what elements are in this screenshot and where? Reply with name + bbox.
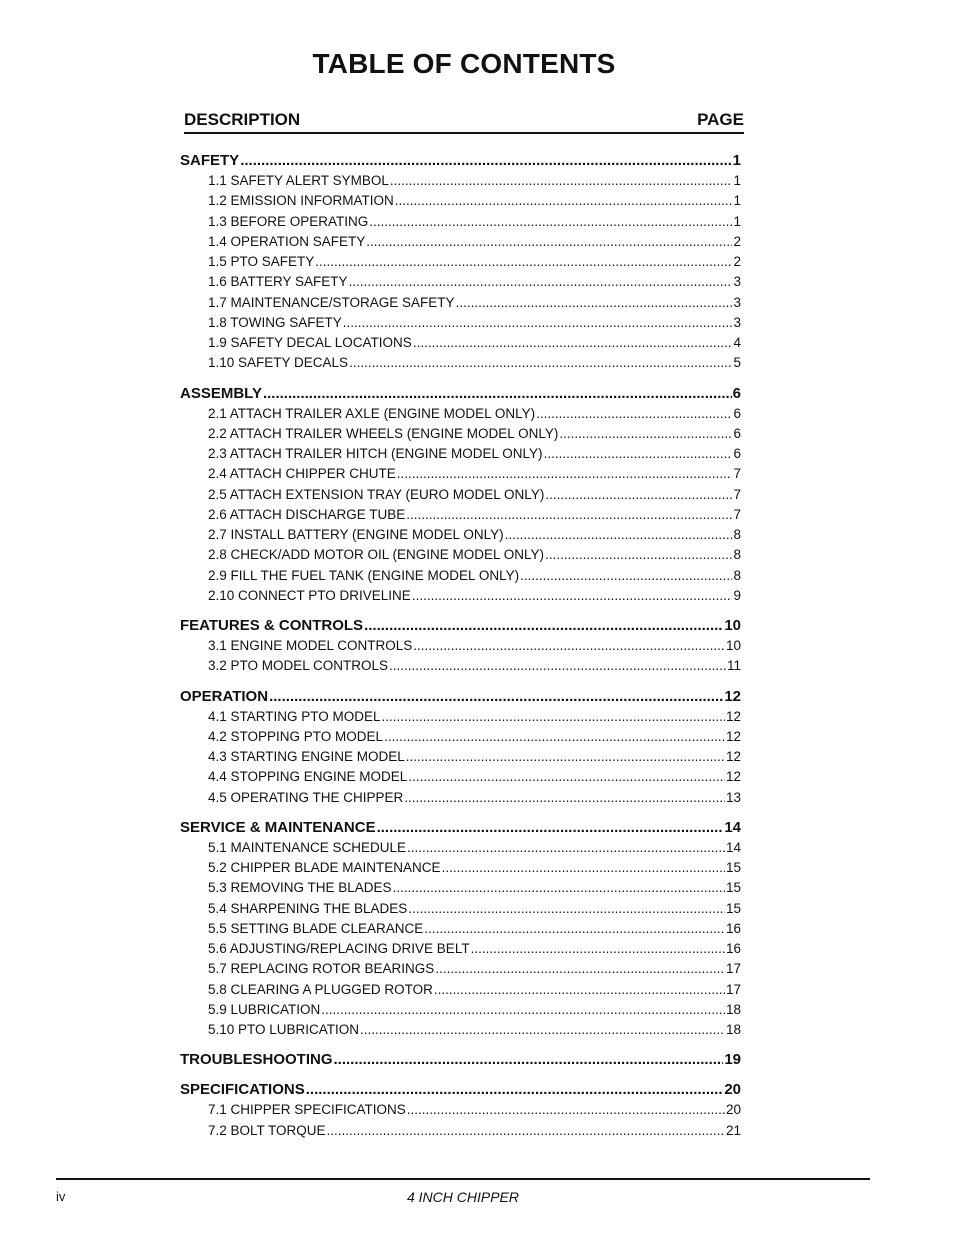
toc-subsection-page-number: 1 — [733, 173, 741, 188]
toc-subsection-label: 2.1 ATTACH TRAILER AXLE (ENGINE MODEL ONLY) — [208, 405, 536, 421]
toc-subsection-label: 2.6 ATTACH DISCHARGE TUBE — [208, 506, 406, 522]
toc-section-page-number: 6 — [732, 384, 741, 402]
toc-subsection[interactable] — [180, 959, 741, 979]
toc-section-page-number: 19 — [724, 1051, 741, 1069]
dot-leader — [545, 485, 732, 505]
toc-subsection[interactable] — [180, 313, 741, 333]
toc-subsection-page-number: 17 — [725, 981, 741, 997]
toc-subsection[interactable] — [180, 838, 741, 858]
toc-section-page-number: 10 — [724, 617, 741, 634]
toc-subsection[interactable] — [180, 525, 741, 545]
toc-subsection-label: 5.6 ADJUSTING/REPLACING DRIVE BELT — [208, 941, 470, 956]
dot-leader — [434, 980, 725, 1000]
toc-subsection-label: 2.7 INSTALL BATTERY (ENGINE MODEL ONLY) — [208, 527, 504, 542]
dot-leader — [334, 1049, 724, 1070]
dot-leader — [377, 817, 724, 838]
toc-subsection[interactable] — [180, 899, 741, 919]
toc-subsection-label: 1.9 SAFETY DECAL LOCATIONS — [208, 335, 412, 350]
toc-subsection-label: 5.5 SETTING BLADE CLEARANCE — [208, 920, 424, 936]
toc-subsection-page-number: 15 — [725, 860, 741, 875]
dot-leader — [408, 899, 725, 919]
toc-subsection[interactable] — [180, 566, 741, 586]
toc-subsection-label: 1.4 OPERATION SAFETY — [208, 233, 366, 249]
dot-leader — [395, 191, 733, 211]
toc-subsection-page-number: 18 — [725, 1022, 741, 1037]
toc-subsection[interactable] — [180, 939, 741, 959]
dot-leader — [382, 707, 725, 727]
toc-subsection-label: 2.5 ATTACH EXTENSION TRAY (EURO MODEL ONLY) — [208, 486, 545, 502]
toc-section[interactable] — [180, 615, 741, 636]
toc-section[interactable] — [180, 1049, 741, 1070]
toc-subsection-label: 1.8 TOWING SAFETY — [208, 314, 342, 330]
dot-leader — [321, 1000, 725, 1020]
table-of-contents — [180, 150, 741, 1141]
toc-subsection[interactable] — [180, 505, 741, 525]
toc-subsection-page-number: 16 — [725, 941, 741, 956]
toc-section-page-number: 12 — [724, 687, 741, 705]
toc-subsection-label: 1.6 BATTERY SAFETY — [208, 274, 348, 290]
toc-subsection-page-number: 21 — [725, 1122, 741, 1138]
dot-leader — [545, 545, 732, 565]
column-header — [184, 108, 744, 134]
toc-subsection[interactable] — [180, 404, 741, 424]
page-column-label: PAGE — [697, 110, 744, 129]
toc-subsection-page-number: 12 — [725, 749, 741, 764]
toc-subsection-label: 3.1 ENGINE MODEL CONTROLS — [208, 638, 413, 653]
toc-subsection-label: 5.4 SHARPENING THE BLADES — [208, 900, 408, 916]
toc-subsection-page-number: 8 — [733, 567, 741, 583]
toc-subsection-label: 4.2 STOPPING PTO MODEL — [208, 728, 384, 744]
dot-leader — [435, 959, 725, 979]
toc-subsection[interactable] — [180, 232, 741, 252]
dot-leader — [343, 313, 733, 333]
dot-leader — [349, 353, 732, 373]
toc-subsection-label: 2.8 CHECK/ADD MOTOR OIL (ENGINE MODEL ONLY) — [208, 547, 545, 563]
toc-subsection-label: 2.10 CONNECT PTO DRIVELINE — [208, 587, 411, 603]
toc-subsection[interactable] — [180, 191, 741, 211]
toc-subsection-page-number: 7 — [733, 486, 741, 502]
dot-leader — [406, 505, 732, 525]
dot-leader — [240, 150, 731, 171]
toc-subsection-page-number: 20 — [725, 1102, 741, 1118]
toc-subsection-label: 5.1 MAINTENANCE SCHEDULE — [208, 839, 407, 855]
toc-subsection[interactable] — [180, 293, 741, 313]
toc-subsection[interactable] — [180, 980, 741, 1000]
dot-leader — [404, 788, 725, 808]
toc-subsection-page-number: 12 — [725, 728, 741, 744]
toc-subsection-page-number: 10 — [725, 638, 741, 653]
toc-subsection-label: 7.1 CHIPPER SPECIFICATIONS — [208, 1102, 406, 1118]
toc-subsection-label: 1.3 BEFORE OPERATING — [208, 213, 369, 229]
dot-leader — [456, 293, 733, 313]
toc-subsection-page-number: 6 — [733, 446, 741, 461]
toc-section-label: SPECIFICATIONS — [180, 1081, 305, 1099]
toc-subsection-page-number: 7 — [733, 506, 741, 522]
dot-leader — [424, 919, 725, 939]
toc-section-label: ASSEMBLY — [180, 384, 262, 402]
toc-subsection-label: 4.4 STOPPING ENGINE MODEL — [208, 769, 408, 785]
toc-subsection-page-number: 7 — [733, 466, 741, 482]
toc-subsection-page-number: 14 — [725, 839, 741, 855]
toc-section-label: FEATURES & CONTROLS — [180, 617, 364, 634]
toc-subsection[interactable] — [180, 424, 741, 444]
toc-subsection-label: 1.1 SAFETY ALERT SYMBOL — [208, 173, 389, 188]
toc-subsection-page-number: 13 — [725, 789, 741, 805]
toc-subsection-page-number: 8 — [733, 547, 741, 563]
dot-leader — [408, 767, 725, 787]
dot-leader — [471, 939, 725, 959]
footer-divider — [56, 1178, 870, 1180]
toc-subsection[interactable] — [180, 767, 741, 787]
toc-section-page-number: 20 — [724, 1081, 741, 1099]
toc-subsection-label: 4.1 STARTING PTO MODEL — [208, 708, 381, 724]
toc-subsection-label: 1.7 MAINTENANCE/STORAGE SAFETY — [208, 294, 455, 310]
dot-leader — [413, 636, 725, 656]
toc-subsection-label: 5.9 LUBRICATION — [208, 1001, 321, 1017]
toc-subsection[interactable] — [180, 1000, 741, 1020]
toc-subsection-page-number: 12 — [725, 708, 741, 724]
toc-subsection-page-number: 5 — [733, 355, 741, 371]
toc-subsection[interactable] — [180, 636, 741, 656]
toc-subsection-page-number: 8 — [733, 527, 741, 542]
dot-leader — [349, 272, 733, 292]
dot-leader — [536, 404, 732, 424]
toc-subsection[interactable] — [180, 707, 741, 727]
toc-subsection-label: 4.3 STARTING ENGINE MODEL — [208, 749, 405, 764]
page-title: TABLE OF CONTENTS — [312, 48, 616, 79]
toc-subsection[interactable] — [180, 545, 741, 565]
toc-subsection-page-number: 11 — [726, 658, 741, 674]
toc-subsection-page-number: 3 — [733, 294, 741, 310]
toc-subsection-page-number: 1 — [733, 193, 741, 209]
toc-subsection[interactable] — [180, 1020, 741, 1040]
toc-subsection-label: 2.4 ATTACH CHIPPER CHUTE — [208, 466, 396, 482]
toc-subsection-label: 2.2 ATTACH TRAILER WHEELS (ENGINE MODEL ONLY) — [208, 425, 559, 441]
toc-subsection[interactable] — [180, 171, 741, 191]
dot-leader — [366, 232, 732, 252]
toc-subsection[interactable] — [180, 1121, 741, 1141]
toc-subsection-page-number: 9 — [733, 587, 741, 603]
toc-subsection[interactable] — [180, 252, 741, 272]
toc-subsection-page-number: 12 — [725, 769, 741, 785]
toc-subsection[interactable] — [180, 919, 741, 939]
toc-subsection[interactable] — [180, 878, 741, 898]
dot-leader — [384, 727, 725, 747]
toc-subsection-label: 7.2 BOLT TORQUE — [208, 1122, 326, 1138]
toc-subsection[interactable] — [180, 444, 741, 464]
dot-leader — [393, 878, 725, 898]
toc-subsection-page-number: 4 — [733, 335, 741, 350]
dot-leader — [306, 1079, 724, 1100]
dot-leader — [505, 525, 733, 545]
toc-subsection[interactable] — [180, 464, 741, 484]
dot-leader — [413, 333, 733, 353]
toc-subsection[interactable] — [180, 858, 741, 878]
toc-section-page-number: 14 — [724, 818, 741, 836]
toc-subsection[interactable] — [180, 333, 741, 353]
toc-subsection-page-number: 15 — [725, 880, 741, 896]
dot-leader — [544, 444, 733, 464]
footer-page-number: iv — [56, 1189, 66, 1204]
dot-leader — [269, 686, 723, 707]
toc-subsection-label: 1.2 EMISSION INFORMATION — [208, 193, 394, 209]
toc-subsection-label: 1.5 PTO SAFETY — [208, 254, 315, 269]
dot-leader — [397, 464, 733, 484]
toc-section-label: OPERATION — [180, 687, 269, 705]
toc-subsection[interactable] — [180, 353, 741, 373]
toc-subsection-label: 4.5 OPERATING THE CHIPPER — [208, 789, 404, 805]
toc-subsection-page-number: 15 — [725, 900, 741, 916]
toc-subsection-page-number: 1 — [733, 213, 741, 229]
toc-subsection-label: 1.10 SAFETY DECALS — [208, 355, 349, 371]
dot-leader — [559, 424, 732, 444]
toc-subsection[interactable] — [180, 788, 741, 808]
toc-subsection-page-number: 3 — [733, 274, 741, 290]
toc-section[interactable] — [180, 1079, 741, 1100]
toc-subsection-label: 5.2 CHIPPER BLADE MAINTENANCE — [208, 860, 441, 875]
toc-subsection[interactable] — [180, 1100, 741, 1120]
toc-subsection-label: 5.10 PTO LUBRICATION — [208, 1022, 360, 1037]
toc-section[interactable] — [180, 686, 741, 707]
dot-leader — [406, 747, 725, 767]
toc-subsection-label: 2.3 ATTACH TRAILER HITCH (ENGINE MODEL ONLY) — [208, 446, 543, 461]
toc-subsection-page-number: 16 — [725, 920, 741, 936]
toc-subsection-label: 5.3 REMOVING THE BLADES — [208, 880, 392, 896]
dot-leader — [520, 566, 732, 586]
dot-leader — [369, 212, 732, 232]
toc-section[interactable] — [180, 817, 741, 838]
dot-leader — [390, 171, 733, 191]
dot-leader — [364, 615, 723, 636]
toc-subsection[interactable] — [180, 727, 741, 747]
dot-leader — [327, 1121, 725, 1141]
toc-section[interactable] — [180, 383, 741, 404]
toc-subsection-page-number: 17 — [725, 961, 741, 977]
toc-section-label: SERVICE & MAINTENANCE — [180, 818, 376, 836]
toc-subsection-page-number: 3 — [733, 314, 741, 330]
toc-subsection[interactable] — [180, 656, 741, 676]
dot-leader — [389, 656, 726, 676]
description-column-label: DESCRIPTION — [184, 110, 301, 129]
toc-subsection[interactable] — [180, 272, 741, 292]
dot-leader — [407, 838, 725, 858]
toc-subsection-label: 5.8 CLEARING A PLUGGED ROTOR — [208, 981, 433, 997]
toc-subsection-page-number: 6 — [733, 425, 741, 441]
dot-leader — [412, 586, 733, 606]
dot-leader — [360, 1020, 725, 1040]
toc-subsection-label: 3.2 PTO MODEL CONTROLS — [208, 658, 389, 674]
toc-subsection-page-number: 2 — [733, 233, 741, 249]
toc-section-label: SAFETY — [180, 152, 240, 169]
dot-leader — [442, 858, 725, 878]
toc-section[interactable] — [180, 150, 741, 171]
dot-leader — [315, 252, 732, 272]
toc-subsection[interactable] — [180, 747, 741, 767]
dot-leader — [263, 383, 732, 404]
footer-document-title: 4 INCH CHIPPER — [406, 1189, 520, 1205]
toc-subsection-label: 2.9 FILL THE FUEL TANK (ENGINE MODEL ONLY) — [208, 567, 520, 583]
toc-section-page-number: 1 — [732, 152, 741, 169]
toc-subsection-page-number: 6 — [733, 405, 741, 421]
toc-subsection-page-number: 2 — [733, 254, 741, 269]
toc-section-label: TROUBLESHOOTING — [180, 1051, 333, 1069]
dot-leader — [407, 1100, 725, 1120]
toc-subsection[interactable] — [180, 586, 741, 606]
toc-subsection[interactable] — [180, 485, 741, 505]
toc-subsection-page-number: 18 — [725, 1001, 741, 1017]
toc-subsection-label: 5.7 REPLACING ROTOR BEARINGS — [208, 961, 435, 977]
toc-subsection[interactable] — [180, 212, 741, 232]
